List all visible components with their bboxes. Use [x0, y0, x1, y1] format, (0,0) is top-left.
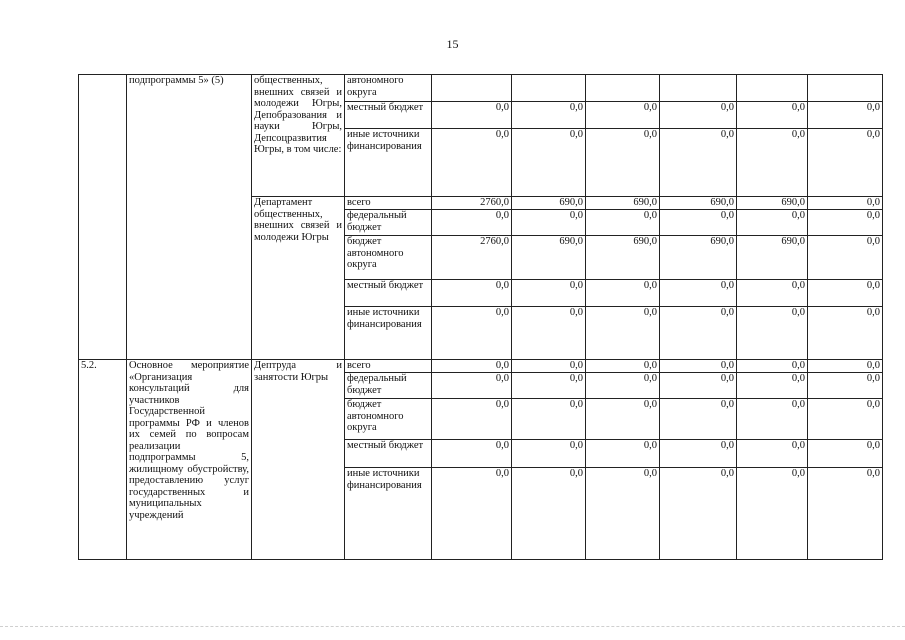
- value-cell: 0,0: [808, 468, 883, 560]
- value-cell: 0,0: [808, 210, 883, 236]
- value-cell: 0,0: [586, 280, 660, 307]
- value-cell: 690,0: [737, 197, 808, 210]
- value-cell: 0,0: [660, 129, 737, 197]
- value-cell: 0,0: [432, 307, 512, 360]
- value-cell: 0,0: [737, 210, 808, 236]
- value-cell: 690,0: [660, 197, 737, 210]
- source-cell: бюджет автономного округа: [345, 399, 432, 440]
- value-cell: 0,0: [808, 307, 883, 360]
- source-cell: федеральный бюджет: [345, 210, 432, 236]
- source-cell: всего: [345, 360, 432, 373]
- value-cell: 690,0: [586, 197, 660, 210]
- value-cell: 0,0: [660, 468, 737, 560]
- value-cell: 0,0: [512, 399, 586, 440]
- value-cell: 0,0: [512, 102, 586, 129]
- value-cell: 0,0: [808, 440, 883, 468]
- value-cell: 0,0: [586, 210, 660, 236]
- value-cell: 690,0: [660, 236, 737, 280]
- value-cell: 690,0: [512, 236, 586, 280]
- executor-cell: Департамент общественных, внешних связей и молодежи Югры: [252, 197, 345, 360]
- value-cell: 0,0: [512, 360, 586, 373]
- value-cell: 0,0: [660, 307, 737, 360]
- program-cell: подпрограммы 5» (5): [127, 75, 252, 360]
- value-cell: 690,0: [737, 236, 808, 280]
- program-cell: Основное мероприятие «Организация консультаций для участников Государственной программы РФ и членов их семей по вопросам реализации подпрограммы 5, жилищному обустройству, предоставлению услуг государственных и муниципальных учреждений: [127, 360, 252, 560]
- value-cell: [512, 75, 586, 102]
- value-cell: 0,0: [512, 468, 586, 560]
- number-cell: [79, 75, 127, 360]
- value-cell: 0,0: [432, 440, 512, 468]
- source-cell: федеральный бюджет: [345, 373, 432, 399]
- source-cell: местный бюджет: [345, 102, 432, 129]
- source-cell: иные источники финансирования: [345, 307, 432, 360]
- source-cell: автономного округа: [345, 75, 432, 102]
- value-cell: 0,0: [808, 102, 883, 129]
- value-cell: 0,0: [808, 129, 883, 197]
- value-cell: 0,0: [512, 129, 586, 197]
- value-cell: 0,0: [660, 210, 737, 236]
- source-cell: местный бюджет: [345, 440, 432, 468]
- source-cell: иные источники финансирования: [345, 468, 432, 560]
- value-cell: 0,0: [737, 440, 808, 468]
- value-cell: 0,0: [512, 373, 586, 399]
- value-cell: 0,0: [737, 468, 808, 560]
- source-cell: бюджет автономного округа: [345, 236, 432, 280]
- value-cell: 0,0: [512, 440, 586, 468]
- value-cell: 0,0: [432, 129, 512, 197]
- value-cell: 0,0: [432, 399, 512, 440]
- value-cell: 0,0: [808, 373, 883, 399]
- value-cell: 0,0: [432, 102, 512, 129]
- budget-table: [78, 74, 883, 560]
- value-cell: 0,0: [586, 399, 660, 440]
- value-cell: 0,0: [586, 102, 660, 129]
- value-cell: 0,0: [512, 210, 586, 236]
- value-cell: 0,0: [660, 399, 737, 440]
- item-number-cell: 5.2.: [79, 360, 127, 560]
- value-cell: 0,0: [737, 129, 808, 197]
- value-cell: 0,0: [432, 280, 512, 307]
- value-cell: 0,0: [660, 360, 737, 373]
- value-cell: 0,0: [512, 307, 586, 360]
- source-cell: всего: [345, 197, 432, 210]
- value-cell: 0,0: [808, 360, 883, 373]
- value-cell: 0,0: [586, 440, 660, 468]
- value-cell: [586, 75, 660, 102]
- executor-cell: Дептруда и занятости Югры: [252, 360, 345, 560]
- value-cell: 0,0: [586, 129, 660, 197]
- value-cell: [737, 75, 808, 102]
- source-cell: местный бюджет: [345, 280, 432, 307]
- value-cell: 0,0: [808, 280, 883, 307]
- value-cell: 0,0: [737, 399, 808, 440]
- value-cell: 0,0: [432, 360, 512, 373]
- table-row: [79, 360, 883, 373]
- value-cell: 690,0: [586, 236, 660, 280]
- value-cell: 0,0: [808, 236, 883, 280]
- value-cell: [808, 75, 883, 102]
- value-cell: 0,0: [737, 360, 808, 373]
- value-cell: 0,0: [586, 373, 660, 399]
- value-cell: 2760,0: [432, 197, 512, 210]
- table-row: [79, 75, 883, 102]
- value-cell: 2760,0: [432, 236, 512, 280]
- value-cell: 0,0: [586, 360, 660, 373]
- page-number: 15: [446, 37, 459, 51]
- value-cell: 0,0: [737, 307, 808, 360]
- value-cell: 0,0: [660, 102, 737, 129]
- value-cell: 0,0: [737, 280, 808, 307]
- value-cell: 0,0: [808, 197, 883, 210]
- executor-cell: общественных, внешних связей и молодежи Югры, Депобразования и науки Югры, Депсоцразвития Югры, в том числе:: [252, 75, 345, 197]
- value-cell: 0,0: [808, 399, 883, 440]
- value-cell: 0,0: [660, 373, 737, 399]
- value-cell: 0,0: [586, 307, 660, 360]
- value-cell: 0,0: [432, 373, 512, 399]
- value-cell: [660, 75, 737, 102]
- value-cell: 0,0: [737, 102, 808, 129]
- value-cell: 0,0: [512, 280, 586, 307]
- value-cell: [432, 75, 512, 102]
- value-cell: 0,0: [432, 468, 512, 560]
- value-cell: 0,0: [586, 468, 660, 560]
- scan-edge-divider: [0, 626, 905, 627]
- value-cell: 0,0: [660, 440, 737, 468]
- source-cell: иные источники финансирования: [345, 129, 432, 197]
- value-cell: 0,0: [737, 373, 808, 399]
- value-cell: 0,0: [660, 280, 737, 307]
- value-cell: 690,0: [512, 197, 586, 210]
- value-cell: 0,0: [432, 210, 512, 236]
